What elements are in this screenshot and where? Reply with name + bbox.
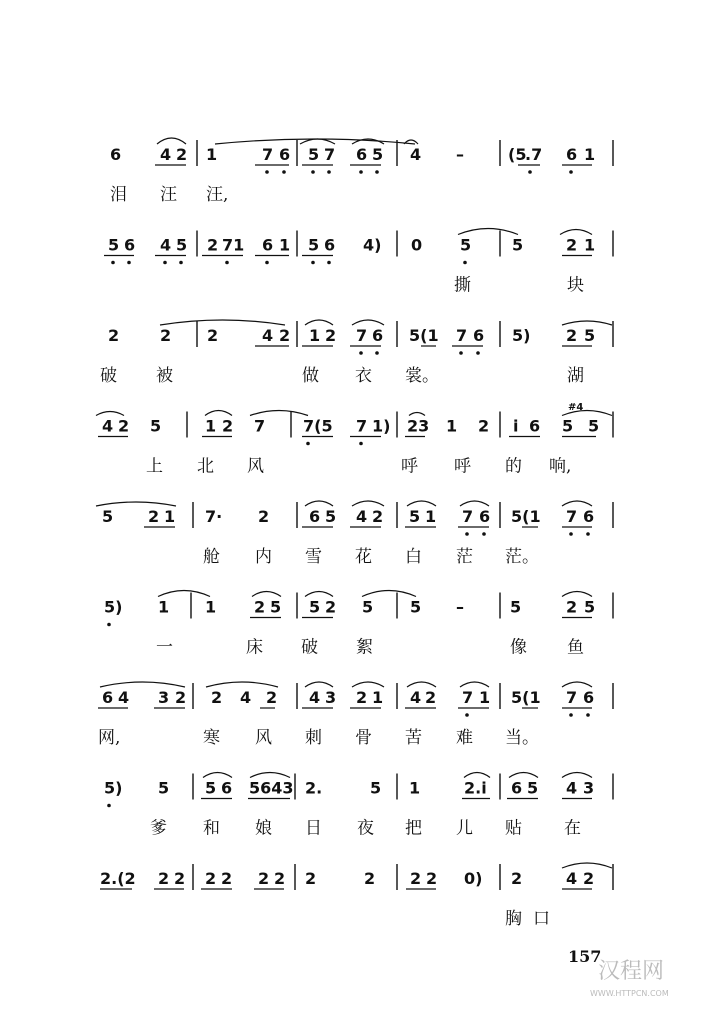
lyric-char: 撕 xyxy=(454,275,471,296)
lyric-char: 块 xyxy=(567,275,584,296)
slur-arc xyxy=(509,773,538,778)
note: 2 xyxy=(205,869,217,888)
note: 2 xyxy=(158,869,170,888)
octave-dot xyxy=(282,170,286,174)
note: 1 xyxy=(205,597,217,617)
note: 7 xyxy=(356,416,368,436)
note: 1 xyxy=(409,778,421,798)
note: 1 xyxy=(309,326,321,345)
slur-arc xyxy=(96,502,176,506)
slur-arc xyxy=(300,139,335,144)
note: 5 xyxy=(512,235,524,255)
octave-dot xyxy=(265,170,269,174)
note: 5 xyxy=(309,597,321,617)
slur-arc xyxy=(460,682,489,687)
note: 5 xyxy=(362,597,374,617)
note: 5 xyxy=(150,416,162,436)
slur-arc xyxy=(205,411,232,416)
note: 1 xyxy=(479,688,491,707)
note: 5) xyxy=(104,597,123,617)
note: 1 xyxy=(158,597,170,617)
note: 5 xyxy=(176,235,188,255)
note: 7· xyxy=(205,507,223,526)
slur-arc xyxy=(458,229,518,235)
octave-dot xyxy=(111,261,115,265)
note: 5 xyxy=(410,597,422,617)
note: 4 xyxy=(160,145,172,164)
note: 2.i xyxy=(464,778,487,798)
note: 1 xyxy=(372,688,384,707)
note: 4 xyxy=(356,507,368,526)
note: 5(1 xyxy=(511,507,541,526)
lyric-char: 日 xyxy=(305,818,322,839)
lyric-char: 像 xyxy=(510,637,527,658)
slur-arc xyxy=(158,591,210,597)
lyric-char: 舱 xyxy=(203,547,220,567)
note: 4 xyxy=(102,416,114,436)
note: 6 xyxy=(372,326,384,345)
lyric-char: 做 xyxy=(302,366,319,386)
note: 7 xyxy=(566,507,578,526)
slur-arc xyxy=(352,682,384,687)
accidental-mark: #4 xyxy=(568,402,584,413)
lyric-char: 衣 xyxy=(355,366,372,386)
note: 3 xyxy=(158,688,170,707)
octave-dot xyxy=(476,351,480,355)
lyric-char: 刺 xyxy=(305,728,322,748)
note: 5 xyxy=(588,416,600,436)
note: 71 xyxy=(222,235,245,255)
octave-dot xyxy=(311,261,315,265)
note: 6 xyxy=(473,326,485,345)
note: 0) xyxy=(464,869,483,888)
slur-arc xyxy=(215,139,415,144)
slur-arc xyxy=(100,682,185,687)
octave-dot xyxy=(482,532,486,536)
lyric-char: 爹 xyxy=(150,818,167,839)
note: i xyxy=(513,416,519,436)
lyric-char: 北 xyxy=(197,456,214,477)
octave-dot xyxy=(327,261,331,265)
note: 4 xyxy=(240,688,252,707)
note: 2 xyxy=(222,416,234,436)
octave-dot xyxy=(311,170,315,174)
lyric-char: 风 xyxy=(247,456,264,477)
octave-dot xyxy=(586,532,590,536)
note: 2 xyxy=(279,326,291,345)
note: 5(1 xyxy=(409,326,439,345)
slur-arc xyxy=(562,682,592,687)
note: 6 xyxy=(279,145,291,164)
octave-dot xyxy=(569,170,573,174)
octave-dot xyxy=(465,532,469,536)
octave-dot xyxy=(306,442,310,446)
slur-arc xyxy=(362,591,416,597)
octave-dot xyxy=(107,623,111,627)
lyric-char: 汪 xyxy=(160,185,177,205)
octave-dot xyxy=(465,713,469,717)
note: 1 xyxy=(584,235,596,255)
note: 2 xyxy=(254,597,266,617)
note: 4) xyxy=(363,235,382,255)
slur-arc xyxy=(305,592,333,597)
lyric-char: 内 xyxy=(255,547,272,567)
note: 2 xyxy=(118,416,130,436)
lyric-char: 鱼 xyxy=(567,637,584,658)
note: .7 xyxy=(525,145,543,164)
watermark-url: WWW.HTTPCN.COM xyxy=(590,989,669,998)
slur-arc xyxy=(560,230,592,235)
octave-dot xyxy=(569,713,573,717)
note: 2 xyxy=(425,688,437,707)
note: 2 xyxy=(160,326,172,345)
note: 5 xyxy=(510,597,522,617)
slur-arc xyxy=(305,320,333,325)
note: 1 xyxy=(584,145,596,164)
note: 4 xyxy=(262,326,274,345)
note: 7 xyxy=(324,145,336,164)
note: 1 xyxy=(205,416,217,436)
lyric-char: 胸 xyxy=(505,909,522,929)
octave-dot xyxy=(375,170,379,174)
octave-dot xyxy=(375,351,379,355)
note: 3 xyxy=(583,778,595,798)
note: 5 xyxy=(562,416,574,436)
note: 2 xyxy=(258,869,270,888)
octave-dot xyxy=(359,351,363,355)
lyric-char: 在 xyxy=(564,818,581,839)
slur-arc xyxy=(352,320,384,325)
note: 2 xyxy=(325,326,337,345)
note: 6 xyxy=(529,416,541,436)
note: 6 xyxy=(511,778,523,798)
lyric-char: 破 xyxy=(301,637,318,658)
lyric-char: 花 xyxy=(355,547,372,567)
note: 7 xyxy=(356,326,368,345)
note: 2 xyxy=(211,688,223,707)
lyric-char: 床 xyxy=(246,637,263,658)
slur-arc xyxy=(562,501,592,506)
lyric-char: 响, xyxy=(549,456,572,477)
slur-arc xyxy=(96,412,124,416)
lyric-char: 上 xyxy=(146,456,163,477)
slur-arc xyxy=(352,501,384,506)
lyric-char: 裳。 xyxy=(405,366,439,386)
note: 5 xyxy=(584,597,596,617)
slur-arc xyxy=(562,321,612,325)
slur-arc xyxy=(464,773,490,778)
note: 1) xyxy=(372,416,391,436)
slur-arc xyxy=(250,411,308,416)
note: 2 xyxy=(356,688,368,707)
note: 2 xyxy=(266,688,278,707)
note: 2 xyxy=(364,869,376,888)
slur-arc xyxy=(160,320,285,325)
note: 5 xyxy=(584,326,596,345)
note: – xyxy=(456,145,464,164)
lyric-char: 呼 xyxy=(401,456,418,477)
octave-dot xyxy=(569,532,573,536)
note: 2 xyxy=(175,688,187,707)
lyric-char: 被 xyxy=(156,366,173,386)
note: 2. xyxy=(305,778,323,798)
lyric-char: 把 xyxy=(405,818,422,839)
note: 1 xyxy=(164,507,176,526)
lyric-char: 苦 xyxy=(405,728,422,748)
slur-arc xyxy=(562,863,612,868)
slur-arc xyxy=(206,682,278,687)
note: 2 xyxy=(108,326,120,345)
note: (5 xyxy=(508,145,527,164)
octave-dot xyxy=(127,261,131,265)
lyric-char: 当。 xyxy=(505,728,539,748)
note: 2 xyxy=(325,597,337,617)
note: 5 xyxy=(308,145,320,164)
note: 6 xyxy=(221,778,233,798)
note: 2 xyxy=(207,235,219,255)
slur-arc xyxy=(203,773,232,778)
slur-arc xyxy=(305,501,333,506)
note: 2 xyxy=(410,869,422,888)
slur-arc xyxy=(409,413,425,416)
note: 6 xyxy=(262,235,274,255)
lyric-char: 和 xyxy=(203,818,220,839)
lyric-char: 贴 xyxy=(505,818,522,839)
lyric-char: 网, xyxy=(98,728,121,748)
note: 7 xyxy=(254,416,266,436)
note: 6 xyxy=(309,507,321,526)
slur-arc xyxy=(407,682,436,687)
note: 4 xyxy=(566,778,578,798)
note: 5 xyxy=(270,597,282,617)
note: 2 xyxy=(221,869,233,888)
note: 5 xyxy=(370,778,382,798)
note: 5 xyxy=(372,145,384,164)
note: 5 xyxy=(205,778,217,798)
note: 2.(2 xyxy=(100,869,136,888)
octave-dot xyxy=(528,170,532,174)
octave-dot xyxy=(265,261,269,265)
lyric-char: 风 xyxy=(255,728,272,748)
lyric-char: 茫。 xyxy=(505,547,539,567)
lyric-char: 儿 xyxy=(456,818,473,839)
note: 2 xyxy=(372,507,384,526)
lyric-char: 娘 xyxy=(255,818,272,839)
note: 5 xyxy=(325,507,337,526)
note: 7(5 xyxy=(303,416,333,436)
note: 1 xyxy=(206,145,218,164)
lyric-char: 破 xyxy=(100,366,117,386)
note: 6 xyxy=(124,235,136,255)
note: 5(1 xyxy=(511,688,541,707)
lyric-char: 骨 xyxy=(355,728,372,748)
note: 7 xyxy=(462,688,474,707)
octave-dot xyxy=(327,170,331,174)
note: 6 xyxy=(583,507,595,526)
octave-dot xyxy=(459,351,463,355)
note: 4 xyxy=(309,688,321,707)
note: 6 xyxy=(479,507,491,526)
slur-arc xyxy=(305,682,333,687)
slur-arc xyxy=(157,138,186,144)
slur-arc xyxy=(460,501,489,506)
note: 5 xyxy=(108,235,120,255)
lyric-char: 泪 xyxy=(110,185,127,205)
note: 5 xyxy=(460,235,472,255)
note: 5643 xyxy=(249,778,294,798)
note: 4 xyxy=(160,235,172,255)
page-number: 157 xyxy=(568,947,602,966)
lyric-char: 茫 xyxy=(456,547,473,567)
note: 23 xyxy=(407,416,430,436)
note: 2 xyxy=(148,507,160,526)
note: 2 xyxy=(511,869,523,888)
octave-dot xyxy=(359,170,363,174)
note: 6 xyxy=(356,145,368,164)
lyric-char: 白 xyxy=(405,547,422,567)
lyric-char: 一 xyxy=(156,637,173,658)
note: 2 xyxy=(566,597,578,617)
note: 4 xyxy=(118,688,130,707)
note: 2 xyxy=(426,869,438,888)
note: 7 xyxy=(262,145,274,164)
octave-dot xyxy=(179,261,183,265)
lyric-char: 汪, xyxy=(206,185,229,205)
octave-dot xyxy=(359,442,363,446)
note: 5 xyxy=(102,507,114,526)
note: 6 xyxy=(102,688,114,707)
note: 5) xyxy=(104,778,123,798)
lyric-char: 雪 xyxy=(305,547,322,567)
slur-arc xyxy=(407,501,436,506)
note: 2 xyxy=(274,869,286,888)
slur-arc xyxy=(562,592,592,597)
octave-dot xyxy=(163,261,167,265)
note: 5 xyxy=(308,235,320,255)
note: 6 xyxy=(566,145,578,164)
note: 2 xyxy=(566,326,578,345)
note: 2 xyxy=(207,326,219,345)
lyric-char: 絮 xyxy=(356,637,373,658)
note: 5) xyxy=(512,326,531,345)
lyric-char: 夜 xyxy=(357,818,374,839)
note: 6 xyxy=(324,235,336,255)
note: 7 xyxy=(566,688,578,707)
lyric-char: 口 xyxy=(533,909,550,929)
lyric-char: 湖 xyxy=(567,366,584,386)
slur-arc xyxy=(252,592,281,597)
octave-dot xyxy=(463,261,467,265)
slur-arc xyxy=(562,773,592,778)
note: 1 xyxy=(425,507,437,526)
note: 7 xyxy=(456,326,468,345)
note: 2 xyxy=(478,416,490,436)
note: – xyxy=(456,597,464,617)
note: 5 xyxy=(527,778,539,798)
note: 2 xyxy=(174,869,186,888)
watermark-logo: 汉程网 xyxy=(598,959,665,984)
lyric-char: 的 xyxy=(505,456,522,477)
octave-dot xyxy=(586,713,590,717)
lyric-char: 寒 xyxy=(203,728,220,748)
note: 2 xyxy=(583,869,595,888)
note: 4 xyxy=(410,145,422,164)
note: 4 xyxy=(566,869,578,888)
note: 2 xyxy=(176,145,188,164)
note: 1 xyxy=(279,235,291,255)
note: 5 xyxy=(409,507,421,526)
note: 6 xyxy=(110,145,122,164)
note: 2 xyxy=(258,507,270,526)
note: 4 xyxy=(410,688,422,707)
note: 6 xyxy=(583,688,595,707)
octave-dot xyxy=(107,804,111,808)
octave-dot xyxy=(225,261,229,265)
note: 2 xyxy=(305,869,317,888)
lyric-char: 呼 xyxy=(454,456,471,477)
note: 5 xyxy=(158,778,170,798)
slur-arc xyxy=(250,773,290,778)
note: 7 xyxy=(462,507,474,526)
note: 1 xyxy=(446,416,458,436)
note: 0 xyxy=(411,235,423,255)
note: 3 xyxy=(325,688,337,707)
lyric-char: 难 xyxy=(456,728,473,748)
note: 2 xyxy=(566,235,578,255)
